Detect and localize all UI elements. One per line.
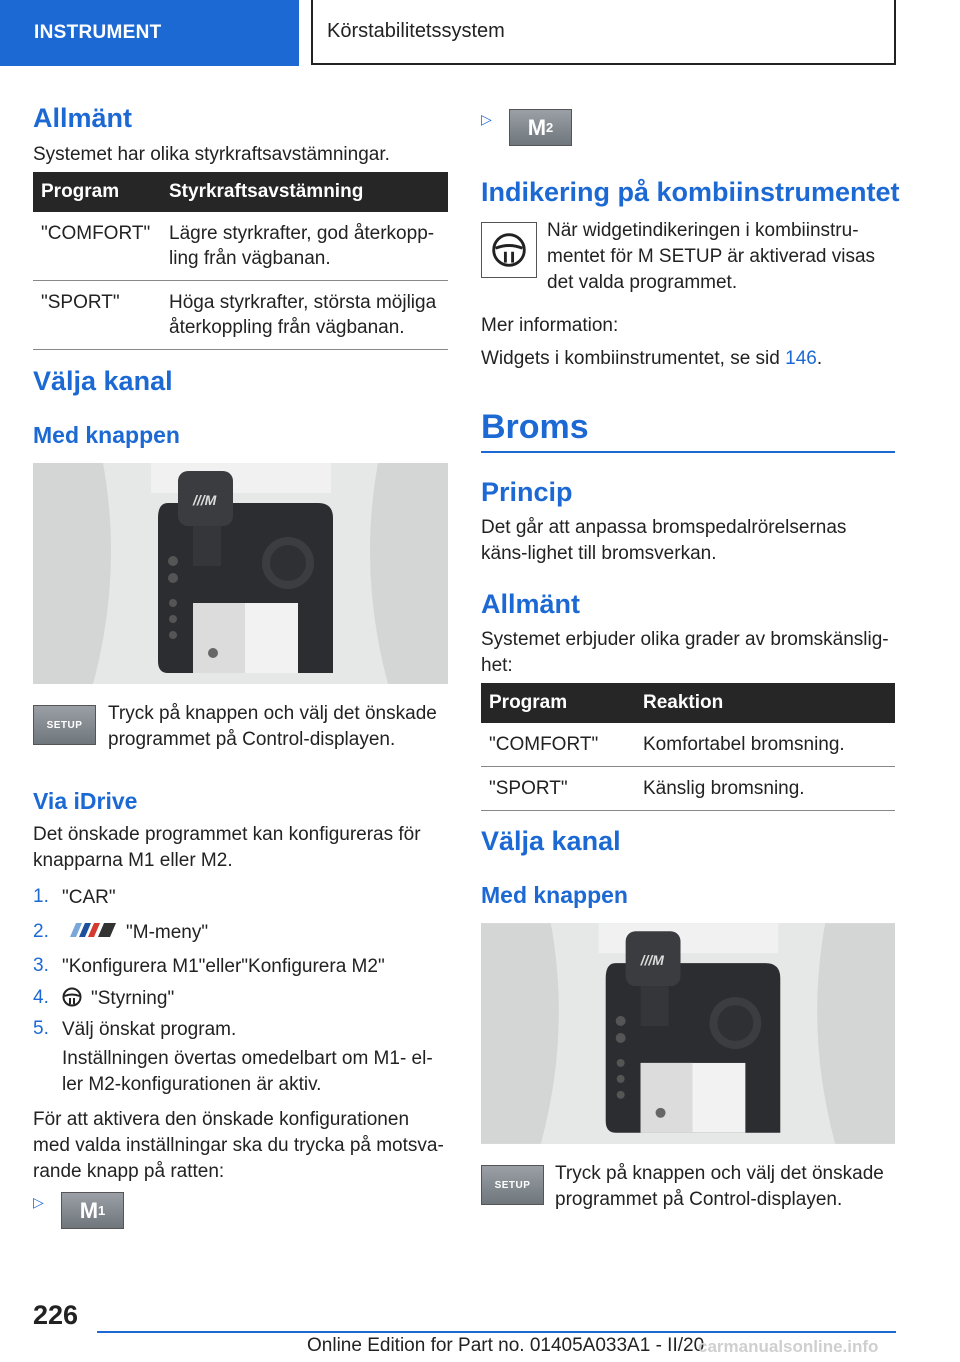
heading-valja-kanal-2: Välja kanal — [481, 826, 621, 856]
heading-valja-kanal: Välja kanal — [33, 366, 173, 396]
step-text: "M-meny" — [126, 922, 209, 943]
page-number: 226 — [33, 1300, 79, 1330]
setup-button — [33, 705, 96, 745]
step-text: Välj önskat program. — [62, 1019, 237, 1040]
heading-indikering: Indikering på kombiinstrumentet — [481, 177, 900, 207]
allmant-broms-text: Systemet erbjuder olika grader av bromskänslig-het: — [481, 629, 889, 676]
setup-button — [481, 1165, 544, 1205]
princip-text: Det går att anpassa bromspedalrörelsernas käns-lighet till bromsverkan. — [481, 517, 847, 564]
m1-button — [61, 1192, 124, 1229]
step-number: 3. — [33, 955, 49, 976]
m1-label: M — [79, 1197, 99, 1223]
bullet-triangle-icon: ▷ — [481, 111, 492, 127]
step-note: Inställningen övertas omedelbart om M1- el-ler M2-konfigurationen är aktiv. — [62, 1048, 433, 1095]
edition-text: Online Edition for Part no. 01405A033A1 - II/20 — [307, 1335, 705, 1356]
via-idrive-text: Det önskade programmet kan konfigureras för knapparna M1 eller M2. — [33, 824, 421, 871]
table-row — [33, 212, 448, 281]
table-cell: Känslig bromsning. — [635, 767, 895, 811]
table-cell: Höga styrkrafter, största möjliga återkoppling från vägbanan. — [161, 281, 448, 350]
console-illustration — [33, 463, 448, 684]
svg-text:///M: ///M — [640, 952, 664, 969]
table-row — [33, 281, 448, 350]
table-header: Styrkraftsavstämning — [161, 172, 448, 212]
watermark: carmanualsonline.info — [698, 1337, 879, 1356]
heading-broms: Broms — [481, 408, 589, 446]
setup-instruction: Tryck på knappen och välj det önskade programmet på Control-displayen. — [555, 1163, 884, 1210]
step-number: 4. — [33, 987, 49, 1008]
heading-med-knappen-2: Med knappen — [481, 882, 628, 908]
step-number: 2. — [33, 921, 49, 942]
steering-wheel-box — [481, 222, 537, 278]
heading-princip: Princip — [481, 477, 573, 507]
topic-tab — [311, 0, 896, 65]
topic-title: Körstabilitetssystem — [327, 20, 505, 42]
allmant-text: Systemet har olika styrkraftsavstämningar. — [33, 144, 390, 165]
step-text: "Styrning" — [91, 988, 175, 1009]
heading-allmant: Allmänt — [33, 103, 133, 133]
indikering-text: När widgetindikeringen i kombiinstru-mentet för M SETUP är aktiverad visas det valda programmet. — [547, 220, 876, 293]
step-number: 5. — [33, 1018, 49, 1039]
table-header: Program — [33, 172, 161, 212]
m2-sup: 2 — [546, 120, 554, 135]
heading-divider — [481, 451, 895, 453]
center-console-image — [33, 463, 448, 684]
aktivera-text: För att aktivera den önskade konfigurationen med valda inställningar ska du trycka på motsva-rande knapp på ratten: — [33, 1109, 444, 1182]
steering-wheel-icon — [62, 987, 82, 1007]
period: . — [816, 348, 823, 369]
setup-button-label: SETUP — [494, 1179, 531, 1191]
table-cell: "COMFORT" — [33, 212, 161, 281]
table-header: Program — [481, 683, 635, 723]
bullet-triangle-icon: ▷ — [33, 1194, 44, 1210]
widgets-text: Widgets i kombiinstrumentet, se sid — [481, 348, 780, 369]
table-cell: "SPORT" — [33, 281, 161, 350]
step-number: 1. — [33, 886, 49, 907]
table-row — [481, 723, 895, 767]
table-cell: Lägre styrkrafter, god återkopp-ling från vägbanan. — [161, 212, 448, 281]
table-cell: Komfortabel bromsning. — [635, 723, 895, 767]
section-title: INSTRUMENT — [34, 22, 162, 43]
brake-table — [481, 683, 895, 811]
heading-allmant-broms: Allmänt — [481, 589, 581, 619]
widgets-reference — [481, 346, 822, 372]
heading-med-knappen: Med knappen — [33, 422, 180, 448]
heading-via-idrive: Via iDrive — [33, 788, 138, 814]
steering-wheel-icon — [491, 232, 527, 268]
step-text: "CAR" — [62, 887, 116, 908]
svg-text:///M: ///M — [193, 492, 217, 508]
table-cell: "COMFORT" — [481, 723, 635, 767]
table-header: Reaktion — [635, 683, 895, 723]
m2-button — [509, 109, 572, 146]
steering-table — [33, 172, 448, 350]
setup-instruction: Tryck på knappen och välj det önskade programmet på Control-displayen. — [108, 703, 437, 750]
m-logo-icon — [62, 921, 118, 939]
footer-divider — [97, 1331, 896, 1333]
m1-sup: 1 — [98, 1203, 106, 1218]
step-text: "Konfigurera M1"eller"Konfigurera M2" — [62, 956, 385, 977]
section-tab — [0, 0, 299, 66]
m2-label: M — [527, 114, 547, 140]
console-illustration — [481, 923, 895, 1144]
center-console-image — [481, 923, 895, 1144]
table-row — [481, 767, 895, 811]
mer-information: Mer information: — [481, 315, 619, 336]
page-link[interactable]: 146 — [785, 348, 817, 369]
setup-button-label: SETUP — [46, 719, 83, 731]
table-cell: "SPORT" — [481, 767, 635, 811]
